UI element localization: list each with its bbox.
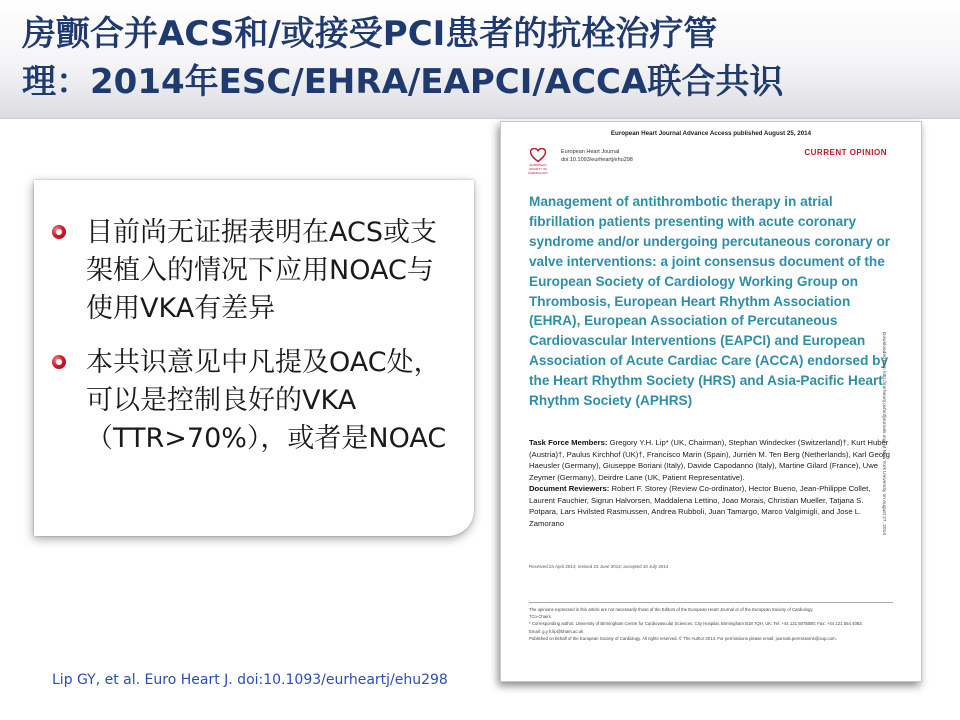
paper-title: Management of antithrombotic therapy in atrial fibrillation patients presenting with acute coronary syndrome and/or undergoing percutaneous coronary or valve interventions: a joint consensus document of the European Society of Cardiology Working Group on Thrombosis, European Heart Rhythm Association (EHRA), European Association of Percutaneous Cardiovascular Interventions (EAPCI) and European Association of Acute Cardiac Care (ACCA) endorsed by the Heart Rhythm Society (HRS) and Asia-Pacific Heart Rhythm Society (APHRS) [529, 194, 891, 409]
footnote-divider [529, 602, 893, 603]
slide-title-line: 房颤合并ACS和/或接受PCI患者的抗栓治疗管 [22, 14, 718, 54]
heart-icon [530, 148, 546, 162]
bullet-dot-icon [52, 225, 66, 239]
bullet-text: 目前尚无证据表明在ACS或支架植入的情况下应用NOAC与使用VKA有差异 [86, 217, 437, 324]
section-label: CURRENT OPINION [804, 148, 887, 157]
slide-title [22, 10, 942, 106]
footnote-line: Email: g.y.h.lip@bham.ac.uk [529, 628, 584, 634]
footnote-line: Published on behalf of the European Society of Cardiology. All rights reserved. © The Author 2014. For permissions please email: journals.permissions@oup.com. [529, 635, 837, 641]
received-dates: Received 24 April 2014; revised 23 June 2014; accepted 10 July 2014 [529, 564, 669, 569]
footnote-line: The opinions expressed in this article are not necessarily those of the Editors of the European Heart Journal or of the European Society of Cardiology. [529, 607, 814, 612]
citation: Lip GY, et al. Euro Heart J. doi:10.1093/eurheartj/ehu298 [52, 672, 448, 688]
logo-text: EUROPEAN SOCIETY OF CARDIOLOGY [527, 163, 548, 175]
paper-thumbnail [500, 121, 922, 682]
slide-title-line: 理：2014年ESC/EHRA/EAPCI/ACCA联合共识 [22, 62, 784, 102]
bullet-item [86, 214, 460, 328]
bullet-text: 本共识意见中凡提及OAC处，可以是控制良好的VKA（TTR>70%），或者是NOAC [86, 347, 447, 454]
download-watermark [879, 332, 889, 632]
task-force-text: Gregory Y.H. Lip* (UK, Chairman), Stephan Windecker (Switzerland)†, Kurt Huber (Austria)†, Paulus Kirchhof (UK)†, Francisco Marin (Spain), Jurriën M. Ten Berg (Netherlands), Karl Georg Haeusler (Germany), Giuseppe Boriani (Italy), Davide Capodanno (Italy), Martine Gilard (France), Uwe Zeymer (Germany), Deirdre Lane (UK, Patient Representative). [529, 438, 890, 482]
reviewers-text: Robert F. Storey (Review Co-ordinator), Hector Bueno, Jean-Philippe Collet, Laurent Fauchier, Sigrun Halvorsen, Maddalena Lettino, Joao Morais, Christian Mueller, Tatjana S. Potpara, Lars Hvilsted Rasmussen, Andrea Rubboli, Juan Tamargo, Marco Valgimigli, and Jose L. Zamorano [529, 484, 871, 528]
task-force-label: Task Force Members: [529, 438, 608, 447]
paper-authors [529, 437, 893, 529]
bullet-dot-icon [52, 355, 66, 369]
title-band [0, 0, 960, 119]
paper-header: European Heart Journal Advance Access published August 25, 2014 [610, 130, 812, 137]
download-watermark-text: Downloaded from http://eurheartj.oxfordjournals.org/ at New York University on August 27, 2014 [881, 332, 886, 535]
journal-line: European Heart Journal [561, 149, 620, 155]
footnote-line: * Corresponding author. University of Birmingham Centre for Cardiovascular Sciences, City Hospital, Birmingham B18 7QH, UK. Tel: +44 121 5075080; Fax: +44 121 554 4083. [529, 621, 863, 627]
esc-logo [525, 148, 551, 176]
reviewers-label: Document Reviewers: [529, 484, 610, 493]
bullet-box [34, 180, 474, 536]
bullet-list [34, 180, 474, 458]
journal-info [561, 148, 633, 164]
footnote-line: †Co-Chairs. [529, 614, 552, 620]
footnotes [529, 606, 893, 642]
journal-line: doi:10.1093/eurheartj/ehu298 [561, 157, 633, 163]
bullet-item [86, 344, 460, 458]
